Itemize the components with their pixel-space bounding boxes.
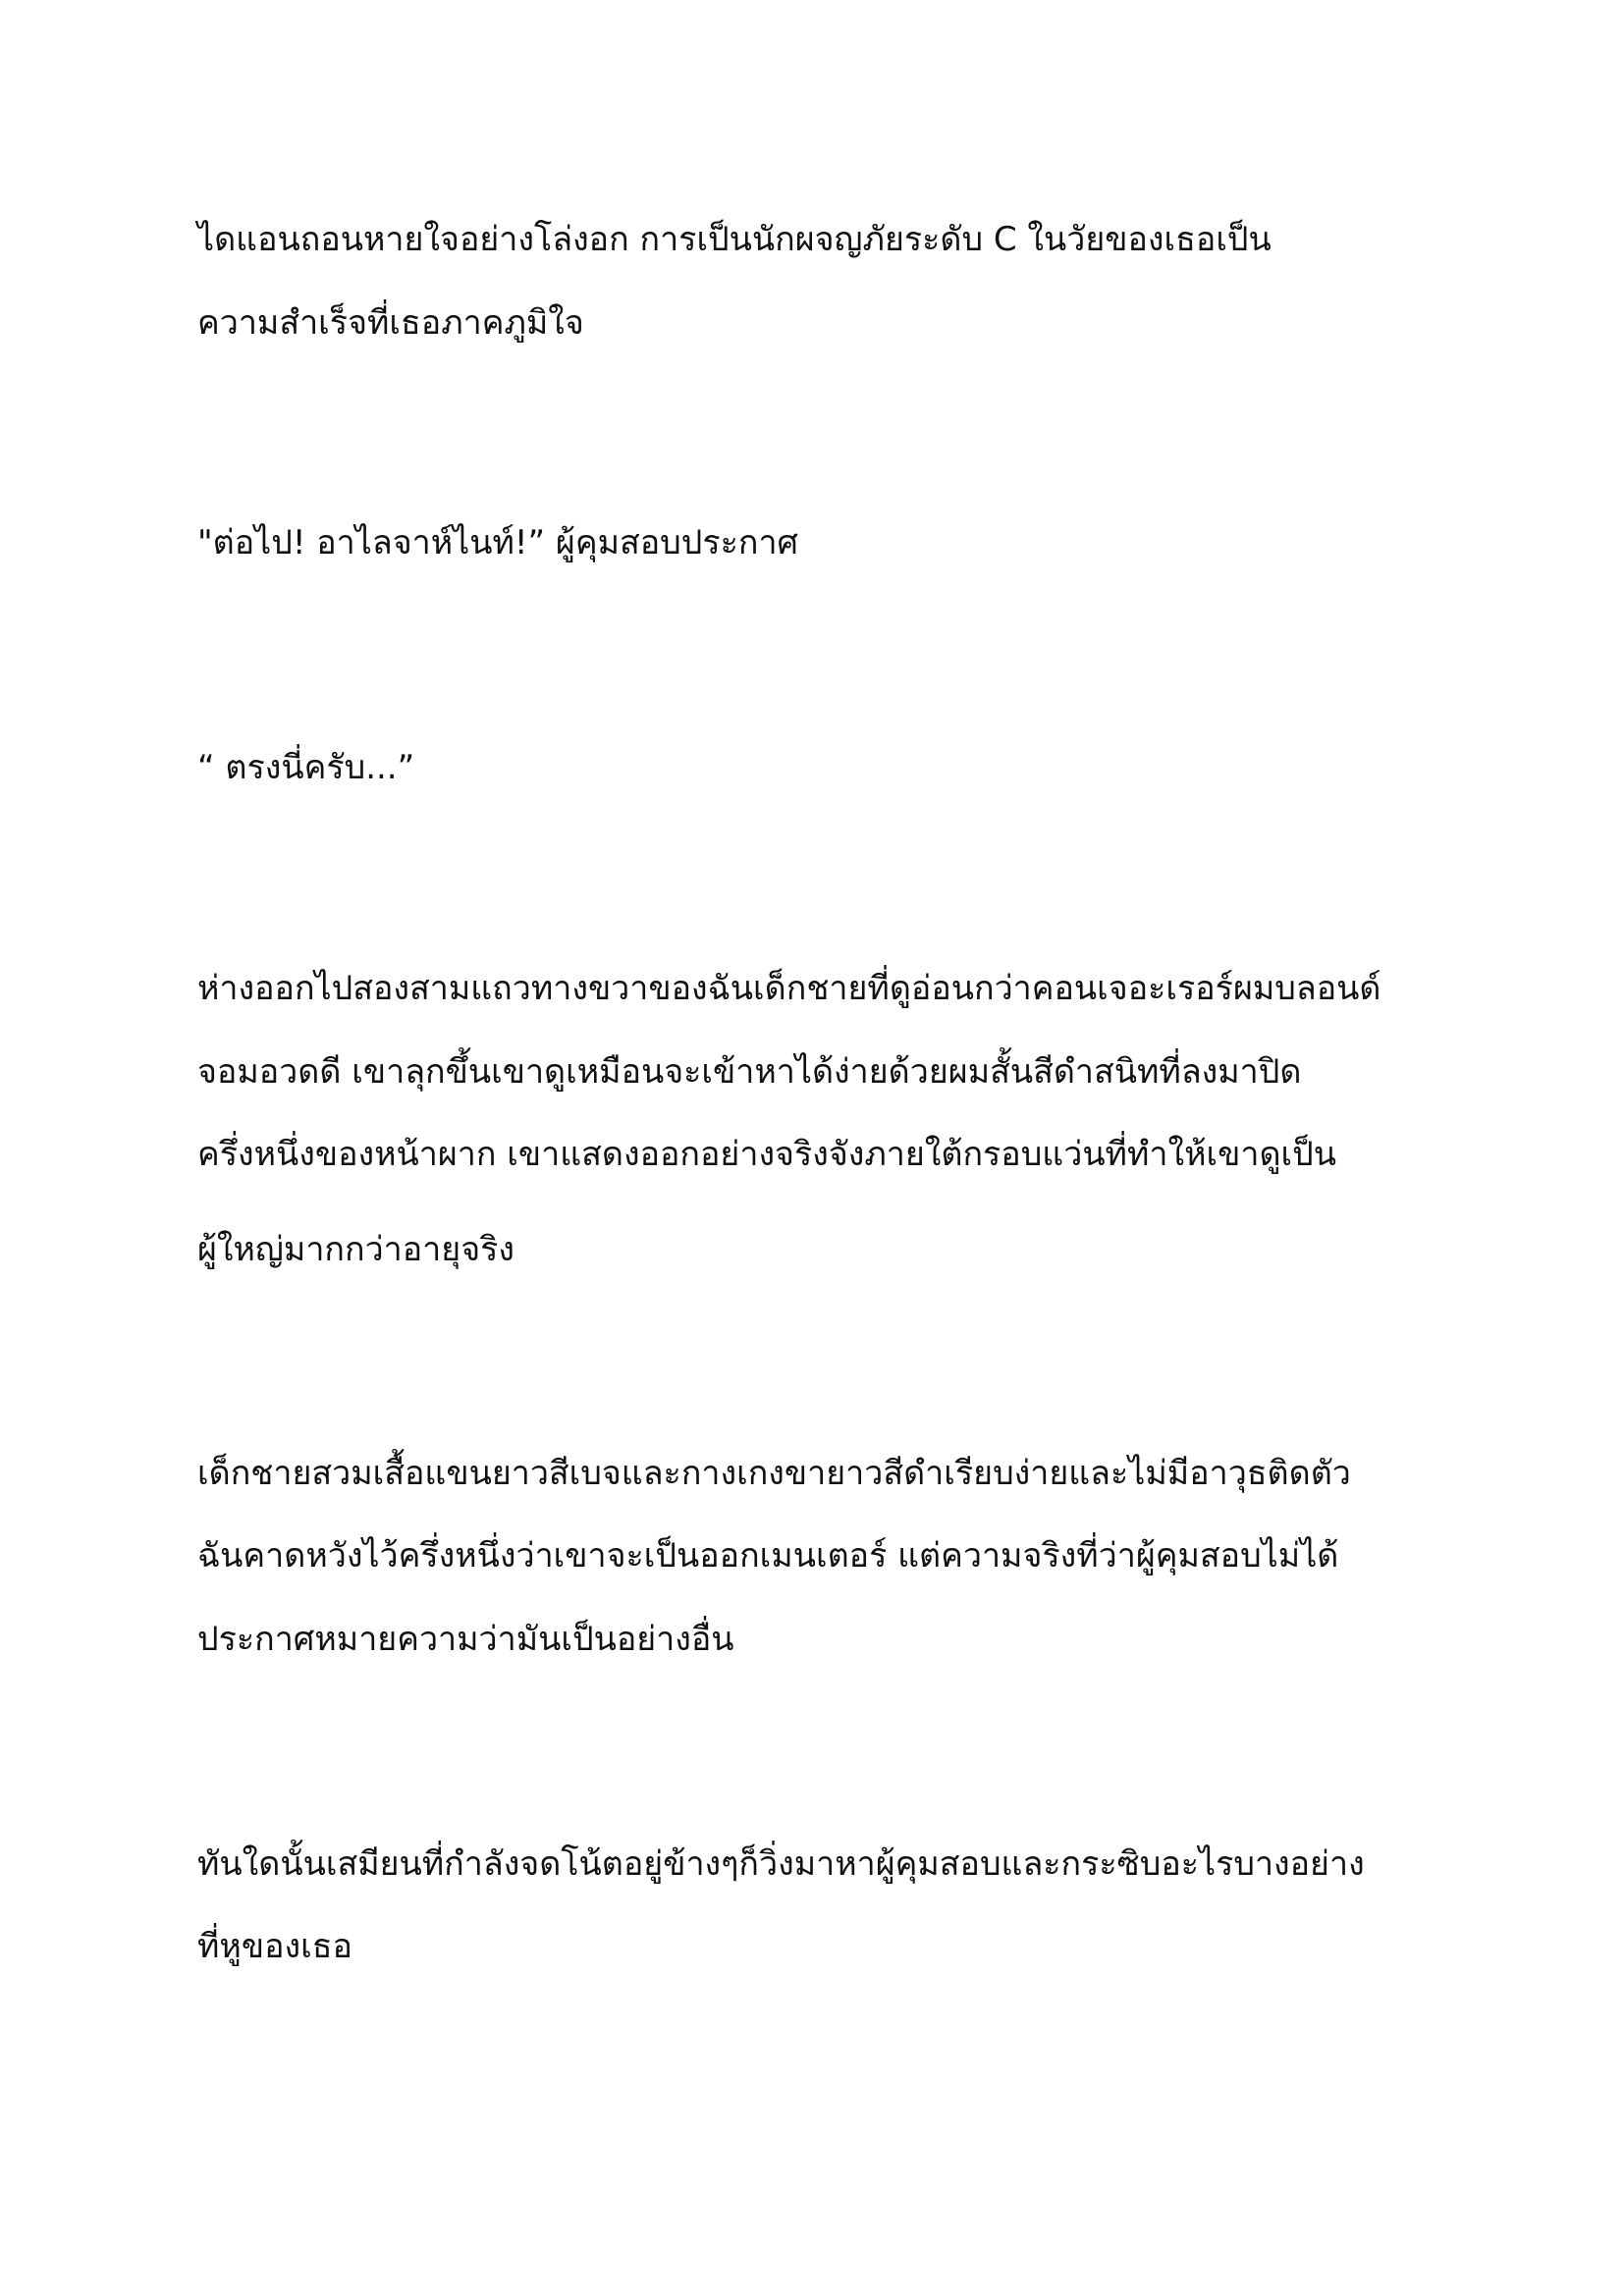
paragraph-4-line-3: ครึ่งหนึ่งของหน้าผาก เขาแสดงออกอย่างจริงจังภายใต้กรอบแว่นที่ทำให้เขาดูเป็น xyxy=(197,1135,1336,1174)
paragraph-4-line-4: ผู้ใหญ่มากกว่าอายุจริง xyxy=(197,1230,514,1269)
paragraph-4-line-1: ห่างออกไปสองสามแถวทางขวาของฉันเด็กชายที่ดูอ่อนกว่าคอนเจอะเรอร์ผมบลอนด์ xyxy=(197,969,1381,1008)
paragraph-6-line-1: ทันใดนั้นเสมียนที่กำลังจดโน้ตอยู่ข้างๆก็วิ่งมาหาผู้คุมสอบและกระซิบอะไรบางอย่าง xyxy=(197,1844,1365,1884)
paragraph-6-line-2: ที่หูของเธอ xyxy=(197,1927,352,1966)
paragraph-5-line-1: เด็กชายสวมเสื้อแขนยาวสีเบจและกางเกงขายาวสีดำเรียบง่ายและไม่มีอาวุธติดตัว xyxy=(197,1454,1351,1493)
paragraph-5-line-2: ฉันคาดหวังไว้ครึ่งหนึ่งว่าเขาจะเป็นออกเมนเตอร์ แต่ความจริงที่ว่าผู้คุมสอบไม่ได้ xyxy=(197,1536,1339,1575)
paragraph-1-line-2: ความสำเร็จที่เธอภาคภูมิใจ xyxy=(197,303,584,343)
paragraph-2-line-1: "ต่อไป! อาไลจาห์ไนท์!” ผู้คุมสอบประกาศ xyxy=(197,523,799,562)
paragraph-3-line-1: “ ตรงนี่ครับ...” xyxy=(197,748,415,787)
paragraph-4-line-2: จอมอวดดี เขาลุกขึ้นเขาดูเหมือนจะเข้าหาได้ง่ายด้วยผมสั้นสีดำสนิทที่ลงมาปิด xyxy=(197,1052,1302,1092)
paragraph-1-line-1: ไดแอนถอนหายใจอย่างโล่งอก การเป็นนักผจญภัยระดับ C ในวัยของเธอเป็น xyxy=(197,220,1272,259)
paragraph-5-line-3: ประกาศหมายความว่ามันเป็นอย่างอื่น xyxy=(197,1620,734,1659)
